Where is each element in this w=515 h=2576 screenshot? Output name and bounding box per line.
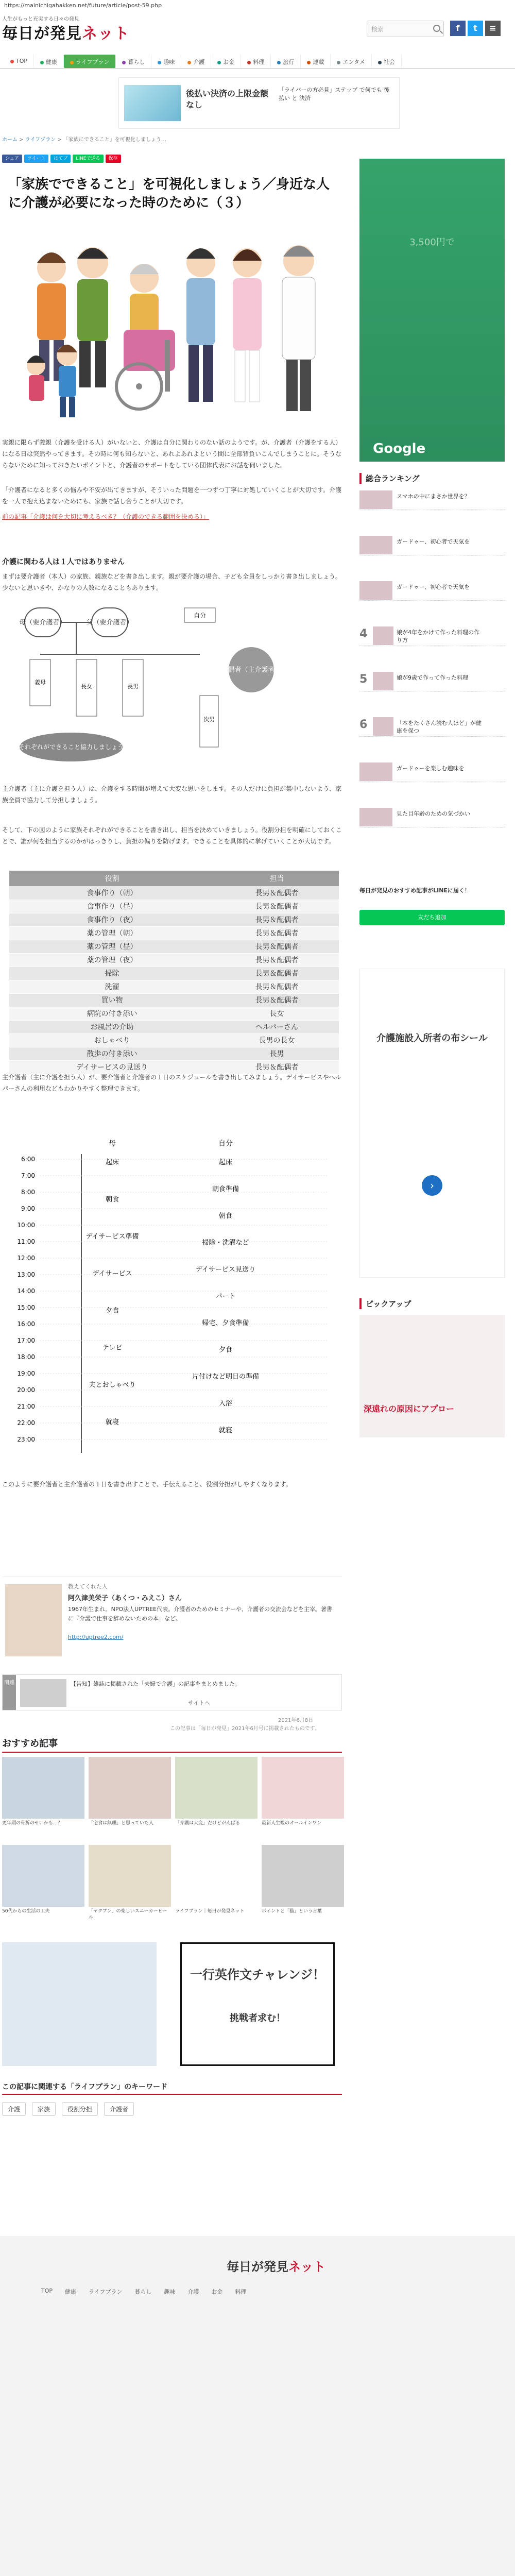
nav-item-6[interactable]: お金 — [211, 55, 241, 68]
profile-photo — [5, 1584, 62, 1656]
ranking-item[interactable] — [359, 535, 505, 555]
role-table-row — [9, 953, 339, 967]
pickup-image[interactable] — [359, 1315, 505, 1437]
schedule-time: 13:00 — [17, 1271, 35, 1278]
schedule-note: 夫と母で過ごす — [280, 1377, 316, 1382]
nav-dot-icon — [70, 61, 74, 64]
recommend-thumb — [175, 1845, 258, 1907]
schedule-mother-item: 朝食 — [105, 1196, 119, 1204]
schedule-self-item: 帰宅、夕食準備 — [202, 1319, 249, 1327]
site-logo[interactable] — [2, 21, 130, 43]
recommend-item[interactable] — [175, 1845, 258, 1930]
schedule-col-mother: 母 — [109, 1140, 116, 1148]
ranking-item[interactable] — [359, 716, 505, 737]
keywords-heading: この記事に関連する「ライフプラン」のキーワード — [2, 2081, 342, 2095]
ranking-item[interactable] — [359, 671, 505, 691]
ranking-num: 6 — [359, 718, 368, 731]
article-date: 2021年6月8日 — [278, 1718, 314, 1723]
footer-nav — [41, 2287, 474, 2296]
diagram-brother: 長男 — [127, 683, 139, 690]
search-input[interactable] — [367, 21, 444, 37]
pickup-text: 深遠れの原因にアプロー — [364, 1404, 455, 1414]
breadcrumb: ホーム > ライフプラン > 「家族にできること」を可視化しましょう… — [2, 137, 166, 143]
role-cell: 買い物 — [9, 993, 215, 1007]
bottom-banner-care[interactable] — [2, 1942, 157, 2066]
diagram-father: 父（要介護者） — [86, 619, 133, 626]
recommend-grid — [2, 1757, 342, 1930]
role-table-row — [9, 993, 339, 1007]
diagram-mother: 母（要介護者） — [19, 619, 66, 626]
schedule-time: 9:00 — [21, 1205, 35, 1212]
care-ad-arrow-icon[interactable]: › — [422, 1175, 442, 1196]
recommend-item[interactable] — [89, 1845, 171, 1930]
recommend-item[interactable] — [262, 1757, 344, 1842]
profile-link[interactable]: http://uptree2.com/ — [68, 1634, 124, 1640]
info-box[interactable] — [2, 1674, 342, 1710]
ad-headline-right: 「ライバーの方必見」ステップ で何でも 後払い と 決済 — [279, 87, 390, 101]
share-line-button[interactable]: LINEで送る — [73, 155, 103, 163]
info-text: 【告知】雑誌に掲載された「夫婦で介護」の記事をまとめました。 — [71, 1681, 241, 1687]
share-facebook-button[interactable]: シェア — [2, 155, 22, 163]
role-cell: デイサービスの見送り — [9, 1060, 215, 1074]
role-table-row — [9, 913, 339, 926]
ranking-item[interactable] — [359, 761, 505, 782]
schedule-self-item: 起床 — [218, 1159, 233, 1166]
recommend-caption: 「ヤクブン」の楽しいスニーカーヒール — [89, 1909, 167, 1920]
ranking-thumb — [359, 490, 392, 509]
schedule-svg — [9, 1133, 339, 1463]
recommend-caption: 50代からの生活の工夫 — [2, 1909, 50, 1914]
schedule-time: 23:00 — [17, 1436, 35, 1443]
breadcrumb-cat[interactable]: ライフプラン — [25, 137, 56, 143]
recommend-item[interactable] — [262, 1845, 344, 1930]
nav-dot-icon — [307, 61, 311, 64]
person-cell: 長男 — [215, 1047, 339, 1060]
info-thumb — [20, 1679, 66, 1707]
keywords-row — [2, 2102, 342, 2116]
facebook-icon[interactable]: f — [450, 21, 466, 36]
role-cell: おしゃべり — [9, 1033, 215, 1047]
ranking-item[interactable] — [359, 489, 505, 510]
search-icon[interactable] — [433, 25, 440, 32]
schedule-mother-item: デイサービス準備 — [85, 1233, 139, 1241]
section1-paragraph3: そして、下の図のように家族それぞれができることを書き出し、担当を決めていきましょう。役割分担を明確にしておくことで、誰が何を担当するのかがはっきりし、負担の偏りを防げます。できることを具体的に挙げていくことが大切です。 — [2, 826, 342, 845]
recommend-item[interactable] — [2, 1845, 84, 1930]
profile-card — [2, 1577, 342, 1664]
schedule-self-item: デイサービス見送り — [195, 1266, 256, 1274]
schedule-note: 夫はパートで外出 — [277, 1253, 318, 1259]
ranking-text: ガードゥー、初心者で天気を — [397, 584, 470, 590]
ad-top-banner[interactable] — [118, 77, 400, 129]
global-nav — [0, 55, 515, 69]
prev-article-link[interactable]: 前の記事「介護は何を大切に考えるべき？（介護のできる範囲を決める）」 — [2, 513, 210, 520]
family-diagram — [9, 598, 339, 773]
footer-nav-item[interactable]: 料理 — [235, 2289, 247, 2295]
ranking-thumb — [359, 581, 392, 600]
role-table-row — [9, 1033, 339, 1047]
schedule-col-self: 自分 — [218, 1140, 233, 1148]
banner-english-sub: 挑戦者求む！ — [230, 2013, 285, 2024]
nav-item-1[interactable]: 健康 — [34, 55, 64, 68]
person-cell: 長女 — [215, 1007, 339, 1020]
article-title: 「家族でできること」を可視化しましょう／身近な人に介護が必要になった時のために（３） — [8, 177, 330, 211]
schedule-time: 18:00 — [17, 1353, 35, 1361]
role-table-row — [9, 1007, 339, 1020]
recommend-item[interactable] — [2, 1757, 84, 1842]
google-logo: Google — [373, 441, 426, 456]
nav-dot-icon — [378, 61, 382, 64]
role-cell: お風呂の介助 — [9, 1020, 215, 1033]
intro-paragraph: 実親に限らず義親（介護を受ける人）がいないと、介護は自分に関わりのない話のようです。が、介護者（介護をする人）になる日は突然やってきます。その時に何も知らないと、あれよあれよという間に全部背負いこんでしまうことに。そうならないために知っておきたいポイントと、介護者のサポートをしている団体代表にお話を伺いました。 — [2, 439, 342, 469]
role-table-row — [9, 980, 339, 993]
person-cell: 長男＆配偶者 — [215, 980, 339, 993]
role-table-row — [9, 940, 339, 953]
diagram-spouse: 配偶者（主介護者） — [221, 666, 282, 674]
nav-dot-icon — [247, 61, 251, 64]
person-cell: 長男＆配偶者 — [215, 953, 339, 967]
role-cell: 食事作り（朝） — [9, 886, 215, 900]
schedule-self-item: 朝食 — [218, 1212, 233, 1220]
person-cell: 長男＆配偶者 — [215, 993, 339, 1007]
line-title: 毎日が発見のおすすめ記事がLINEに届く！ — [359, 887, 470, 894]
share-pocket-button[interactable]: 保存 — [106, 155, 121, 163]
diagram-sister: 長女 — [81, 683, 92, 690]
nav-dot-icon — [217, 61, 221, 64]
schedule-mother-item: 夕食 — [105, 1307, 119, 1315]
schedule-time: 22:00 — [17, 1419, 35, 1427]
share-hatena-button[interactable]: はてブ — [50, 155, 71, 163]
section1-paragraph1: まずは要介護者（本人）の家族、親族などを書き出します。親が要介護の場合、子ども全員をしっかり書き出しましょう。少ないと思いきや、かなりの人数になることもあります。 — [2, 573, 342, 591]
sidebar-ad[interactable] — [359, 159, 505, 462]
intro2-paragraph: 「介護者になると多くの悩みや不安が出てきますが、そういった問題を一つずつ丁寧に対処していくことが大切です。介護を一人で抱え込まないためにも、家族で話し合うことが大切です。 — [2, 486, 342, 505]
schedule-time: 8:00 — [21, 1189, 35, 1196]
role-cell: 薬の管理（朝） — [9, 926, 215, 940]
ranking-item[interactable] — [359, 625, 505, 646]
schedule-note: 準備中は一人で過ごす — [272, 1315, 323, 1320]
nav-dot-icon — [10, 60, 14, 63]
person-cell: 長男＆配偶者 — [215, 967, 339, 980]
ranking-text: 見た目年齢のための気づかい — [397, 810, 470, 817]
recommend-heading: おすすめ記事 — [2, 1736, 342, 1753]
person-cell: 長男＆配偶者 — [215, 926, 339, 940]
ranking-text: スマホの中にまさか世界を？ — [397, 493, 470, 500]
role-cell: 病院の付き添い — [9, 1007, 215, 1020]
ranking-num: 4 — [359, 628, 368, 640]
tagline: 人生がもっと充実する日々の発見 — [2, 16, 79, 22]
schedule-mother-item: 夫とおしゃべり — [89, 1381, 136, 1389]
ranking-thumb — [359, 762, 392, 781]
banner-english-title: 一行英作文チャレンジ！ — [190, 1968, 325, 1982]
keyword-chip[interactable]: 役割分担 — [62, 2102, 98, 2116]
recommend-caption: 更年期の骨折のせいかも…？ — [2, 1821, 63, 1826]
ranking-thumb — [359, 536, 392, 554]
pickup-heading: ピックアップ — [359, 1298, 411, 1309]
nav-dot-icon — [187, 61, 191, 64]
footer-nav-item[interactable]: 健康 — [65, 2289, 77, 2295]
role-table-row — [9, 886, 339, 900]
logo-net: ネット — [82, 25, 130, 43]
recommend-thumb — [89, 1757, 171, 1819]
ranking-text: 娘が9歳で作って作った料理 — [397, 674, 468, 681]
ranking-text: 娘が4年をかけて作った料理の作り方 — [397, 629, 479, 643]
person-cell: 長男＆配偶者 — [215, 900, 339, 913]
ranking-thumb — [373, 626, 393, 645]
family-illustration — [10, 227, 330, 433]
role-table-header-role: 役割 — [9, 871, 215, 886]
footer-nav-item[interactable]: お金 — [211, 2289, 223, 2295]
recommend-thumb — [262, 1757, 344, 1819]
ranking-item[interactable] — [359, 807, 505, 827]
recommend-thumb — [262, 1845, 344, 1907]
ranking-heading: 総合ランキング — [359, 473, 420, 484]
recommend-caption: 「介護は大変」だけどがんばる — [175, 1821, 241, 1826]
recommend-thumb — [89, 1845, 171, 1907]
role-table-row — [9, 926, 339, 940]
share-twitter-button[interactable]: ツイート — [24, 155, 49, 163]
ranking-text: 「本をたくさん読む人ほど」が健康を保つ — [397, 720, 482, 734]
schedule-time: 14:00 — [17, 1287, 35, 1295]
role-cell: 掃除 — [9, 967, 215, 980]
info-more[interactable]: サイトへ — [188, 1700, 211, 1706]
nav-dot-icon — [122, 61, 126, 64]
nav-dot-icon — [158, 61, 161, 64]
recommend-thumb — [2, 1757, 84, 1819]
care-ad[interactable] — [359, 969, 505, 1278]
person-cell: 長男＆配偶者 — [215, 940, 339, 953]
diagram-in-law: 義母 — [35, 679, 46, 686]
menu-icon[interactable]: ≡ — [485, 21, 501, 36]
footer-nav-item[interactable]: ライフプラン — [89, 2289, 123, 2295]
role-cell: 食事作り（夜） — [9, 913, 215, 926]
nav-dot-icon — [337, 61, 340, 64]
schedule-self-item: 夕食 — [218, 1346, 233, 1354]
logo-main: 毎日が発見 — [2, 25, 82, 43]
recommend-item[interactable] — [175, 1757, 258, 1842]
section2-paragraph: 主介護者（主に介護を担う人）が、要介護者と介護者の１日のスケジュールを書き出してみましょう。デイサービスやヘルパーさんの利用などもわかりやすく整理できます。 — [2, 1074, 341, 1092]
family-figures — [27, 245, 315, 417]
schedule-mother-item: 就寝 — [105, 1418, 119, 1426]
footer-nav-item[interactable]: 介護 — [187, 2289, 199, 2295]
schedule-time: 21:00 — [17, 1403, 35, 1410]
schedule-time: 7:00 — [21, 1172, 35, 1179]
recommend-caption: 「宅食は無理」と思っていた人 — [89, 1821, 154, 1826]
section1-heading: 介護に関わる人は１人ではありません — [2, 558, 125, 566]
nav-item-0[interactable]: TOP — [4, 55, 34, 68]
diagram-note: それぞれができること協力しましょう — [18, 743, 124, 751]
ranking-text: ガードゥーを楽しむ趣味を — [397, 765, 465, 772]
breadcrumb-page: 「家族にできること」を可視化しましょう… — [63, 137, 166, 143]
breadcrumb-home[interactable]: ホーム — [2, 137, 18, 143]
schedule-note: 昼食はデイサービスで — [272, 1191, 323, 1197]
footer-logo[interactable]: 毎日が発見ネット — [227, 2259, 325, 2274]
care-ad-title: 介護施設入所者の布シール — [376, 1033, 488, 1044]
schedule-self-item: 就寝 — [218, 1427, 233, 1434]
role-cell: 散歩の付き添い — [9, 1047, 215, 1060]
schedule-time: 20:00 — [17, 1386, 35, 1394]
schedule-mother-item: デイサービス — [92, 1270, 132, 1278]
ranking-text: ガードゥー、初心者で天気を — [397, 538, 470, 545]
ranking-thumb — [359, 808, 392, 826]
profile-body: 1967年生まれ。NPO法人UPTREE代表。介護者のためのセミナーや、介護者の交流会などを主宰。著書に『介護で仕事を辞めないための本』など。 — [68, 1606, 332, 1622]
nav-item-2[interactable]: ライフプラン — [64, 55, 116, 68]
schedule-self-item: 入浴 — [218, 1400, 233, 1408]
schedule-mother-item: テレビ — [102, 1344, 123, 1352]
schedule-self-item: 片付けなど明日の準備 — [192, 1373, 260, 1381]
recommend-caption: ライフプラン｜毎日が発見ネット — [175, 1909, 245, 1914]
nav-dot-icon — [277, 61, 281, 64]
twitter-icon[interactable]: t — [468, 21, 483, 36]
nav-item-10[interactable]: エンタメ — [331, 55, 372, 68]
schedule-time: 10:00 — [17, 1222, 35, 1229]
ranking-thumb — [373, 717, 393, 736]
role-cell: 薬の管理（夜） — [9, 953, 215, 967]
keyword-chip[interactable]: 介護者 — [104, 2102, 134, 2116]
profile-name: 阿久津美栄子（あくつ・みえこ）さん — [68, 1595, 182, 1602]
ad-thumb — [124, 85, 181, 121]
role-table-row — [9, 900, 339, 913]
schedule-self-item: 掃除・洗濯など — [202, 1239, 249, 1247]
recommend-caption: 最新人生観のオールインワン — [262, 1821, 322, 1826]
role-table-row — [9, 1047, 339, 1060]
schedule-time: 11:00 — [17, 1238, 35, 1245]
person-cell: 長男の長女 — [215, 1033, 339, 1047]
profile-heading: 教えてくれた人 — [68, 1583, 108, 1590]
nav-item-7[interactable]: 料理 — [241, 55, 271, 68]
role-cell: 薬の管理（昼） — [9, 940, 215, 953]
keyword-chip[interactable]: 介護 — [2, 2102, 26, 2116]
search-placeholder: 検索 — [371, 26, 384, 33]
nav-item-3[interactable]: 暮らし — [116, 55, 151, 68]
nav-item-9[interactable]: 連載 — [301, 55, 331, 68]
nav-item-4[interactable]: 趣味 — [151, 55, 181, 68]
person-cell: 長男＆配偶者 — [215, 1060, 339, 1074]
ranking-thumb — [373, 672, 393, 690]
ranking-item[interactable] — [359, 580, 505, 601]
recommend-item[interactable] — [89, 1757, 171, 1842]
diagram-self: 自分 — [193, 612, 207, 619]
schedule-self-item: パート — [215, 1293, 236, 1300]
person-cell: 長男＆配偶者 — [215, 913, 339, 926]
role-table-row — [9, 967, 339, 980]
role-table-row — [9, 1020, 339, 1033]
role-cell: 食事作り（昼） — [9, 900, 215, 913]
footer-nav-item[interactable]: TOP — [41, 2287, 53, 2294]
schedule-time: 15:00 — [17, 1304, 35, 1311]
sidebar-ad-value: 3,500円で — [409, 237, 455, 248]
person-cell: 長男＆配偶者 — [215, 886, 339, 900]
footer-nav-item[interactable]: 趣味 — [164, 2289, 176, 2295]
schedule-self-item: 朝食準備 — [212, 1185, 239, 1193]
schedule-time: 12:00 — [17, 1255, 35, 1262]
section3-paragraph: このように要介護者と主介護者の１日を書き出すことで、手伝えること、役割分担がしやすくなります。 — [2, 1481, 292, 1488]
keyword-chip[interactable]: 家族 — [32, 2102, 56, 2116]
line-add-button[interactable]: 友だち追加 — [359, 910, 505, 925]
bottom-banner-english[interactable] — [180, 1942, 335, 2066]
share-row — [2, 155, 121, 163]
schedule-time: 16:00 — [17, 1320, 35, 1328]
section1-paragraph2: 主介護者（主に介護を担う人）は、介護をする時間が増えて大変な思いをします。その人だけに負担が集中しないよう、家族全員で協力して分担しましょう。 — [2, 785, 342, 804]
person-cell: ヘルパーさん — [215, 1020, 339, 1033]
nav-item-11[interactable]: 社会 — [372, 55, 402, 68]
article-credit: この記事は「毎日が発見」2021年6月号に掲載されたものです。 — [170, 1726, 320, 1732]
nav-item-8[interactable]: 旅行 — [271, 55, 301, 68]
nav-dot-icon — [40, 61, 44, 64]
footer-nav-item[interactable]: 暮らし — [134, 2289, 152, 2295]
ad-headline-left: 後払い決済の上限金額なし — [186, 89, 269, 110]
ranking-num: 5 — [359, 673, 368, 686]
schedule-mother-item: 起床 — [105, 1159, 119, 1166]
role-table — [9, 871, 339, 1074]
recommend-caption: ポイントと「猫」という言葉 — [262, 1909, 322, 1914]
schedule-time: 19:00 — [17, 1370, 35, 1377]
schedule-diagram — [9, 1133, 339, 1556]
page-url: https://mainichigahakken.net/future/article/post-59.php — [4, 2, 162, 9]
info-label: 関連 — [3, 1675, 16, 1710]
nav-item-5[interactable]: 介護 — [181, 55, 211, 68]
schedule-time: 17:00 — [17, 1337, 35, 1344]
diagram-grandchild: 次男 — [203, 716, 215, 723]
role-cell: 洗濯 — [9, 980, 215, 993]
recommend-thumb — [2, 1845, 84, 1907]
schedule-time: 6:00 — [21, 1156, 35, 1163]
role-table-header-person: 担当 — [215, 871, 339, 886]
footer — [0, 2236, 515, 2576]
recommend-thumb — [175, 1757, 258, 1819]
